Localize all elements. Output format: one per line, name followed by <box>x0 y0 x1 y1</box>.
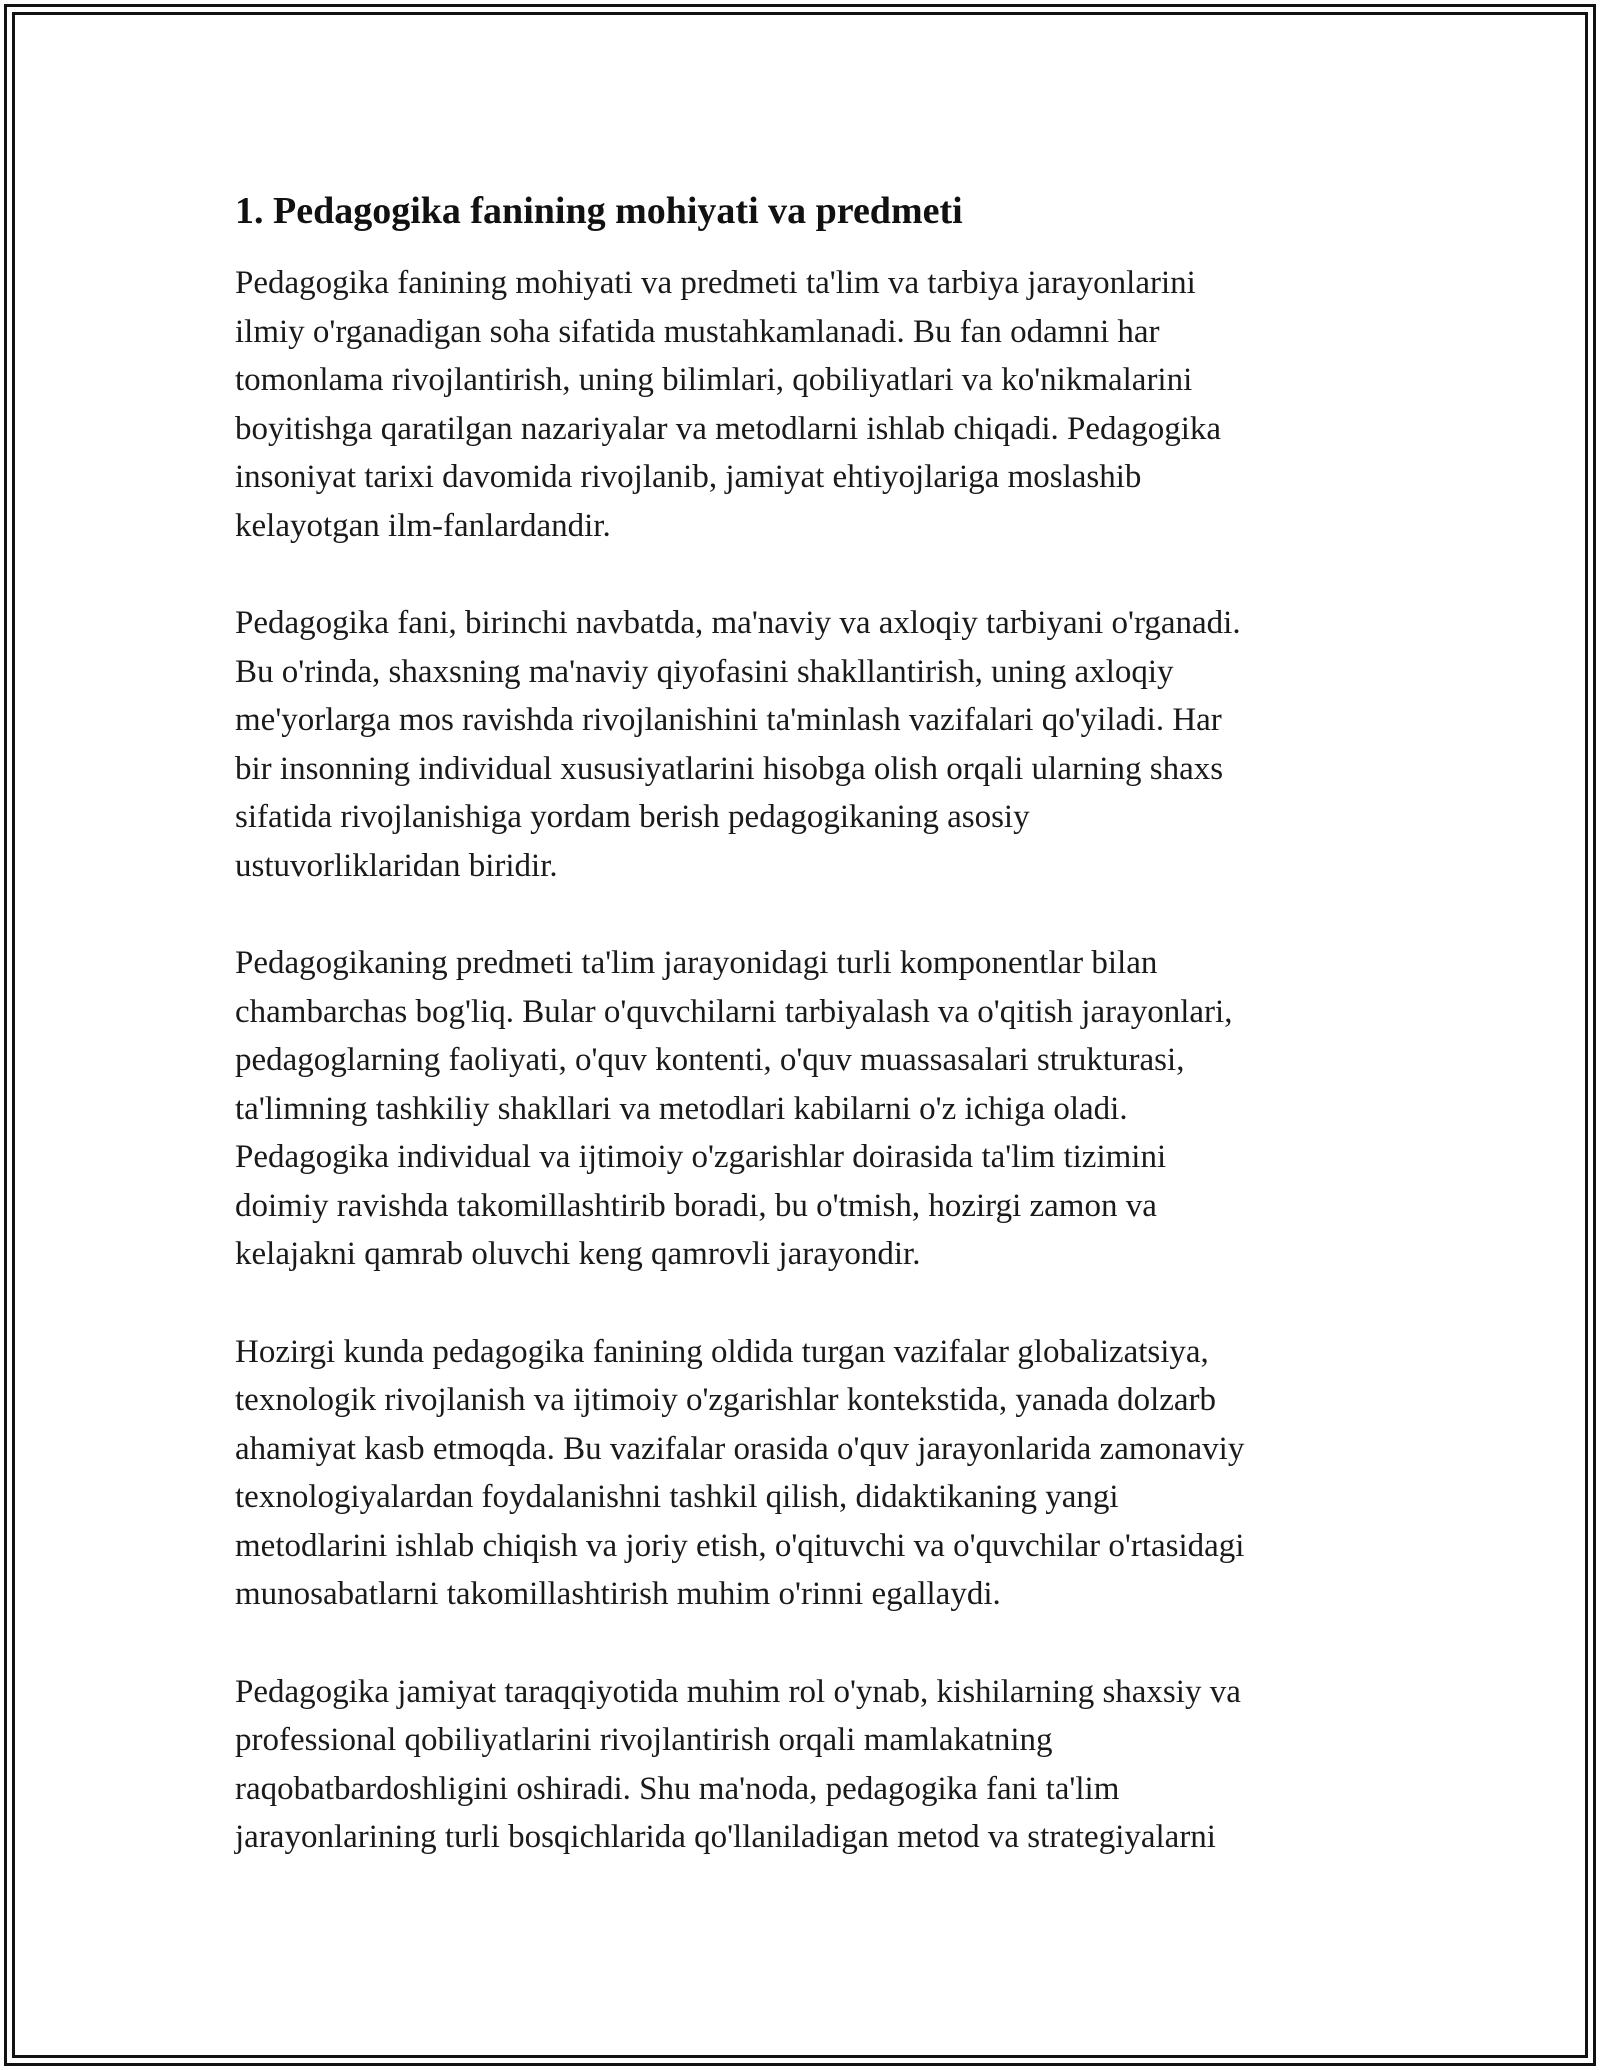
text-line: me'yorlarga mos ravishda rivojlanishini ta'minlash vazifalari qo'yiladi. Har <box>235 702 1222 738</box>
text-line: ta'limning tashkiliy shakllari va metodlari kabilarni o'z ichiga oladi. <box>235 1090 1128 1127</box>
text-line: Pedagogikaning predmeti ta'lim jarayonidagi turli komponentlar bilan <box>235 945 1158 981</box>
text-line: Hozirgi kunda pedagogika fanining oldida turgan vazifalar globalizatsiya, <box>235 1333 1209 1370</box>
paragraph-2 <box>235 599 1375 890</box>
text-line: insoniyat tarixi davomida rivojlanib, jamiyat ehtiyojlariga moslashib <box>235 459 1142 495</box>
text-line: Bu o'rinda, shaxsning ma'naviy qiyofasini shakllantirish, uning axloqiy <box>235 653 1174 690</box>
paragraph-3 <box>235 939 1375 1279</box>
text-line: jarayonlarining turli bosqichlarida qo'llaniladigan metod va strategiyalarni <box>235 1819 1216 1855</box>
paragraph-4 <box>235 1328 1375 1619</box>
section-heading: 1. Pedagogika fanining mohiyati va predmeti <box>235 190 963 232</box>
text-line: pedagoglarning faoliyati, o'quv kontenti, o'quv muassasalari strukturasi, <box>235 1042 1185 1078</box>
text-line: tomonlama rivojlantirish, uning bilimlari, qobiliyatlari va ko'nikmalarini <box>235 362 1193 398</box>
text-line: Pedagogika jamiyat taraqqiyotida muhim rol o'ynab, kishilarning shaxsiy va <box>235 1673 1241 1710</box>
text-line: texnologik rivojlanish va ijtimoiy o'zgarishlar kontekstida, yanada dolzarb <box>235 1382 1217 1418</box>
text-line: bir insonning individual xususiyatlarini hisobga olish orqali ularning shaxs <box>235 750 1224 787</box>
text-line: texnologiyalardan foydalanishni tashkil qilish, didaktikaning yangi <box>235 1479 1119 1515</box>
text-line: ahamiyat kasb etmoqda. Bu vazifalar orasida o'quv jarayonlarida zamonaviy <box>235 1430 1245 1467</box>
text-line: ilmiy o'rganadigan soha sifatida mustahkamlanadi. Bu fan odamni har <box>235 313 1160 350</box>
text-line: kelajakni qamrab oluvchi keng qamrovli jarayondir. <box>235 1236 921 1272</box>
text-line: kelayotgan ilm-fanlardandir. <box>235 507 611 544</box>
document-body <box>235 185 1375 1911</box>
text-line: Pedagogika fanining mohiyati va predmeti ta'lim va tarbiya jarayonlarini <box>235 265 1196 301</box>
text-line: metodlarini ishlab chiqish va joriy etish, o'qituvchi va o'quvchilar o'rtasidagi <box>235 1527 1245 1564</box>
text-line: professional qobiliyatlarini rivojlantirish orqali mamlakatning <box>235 1722 1053 1758</box>
text-line: sifatida rivojlanishiga yordam berish pedagogikaning asosiy <box>235 799 1030 835</box>
text-line: ustuvorliklaridan biridir. <box>235 847 558 884</box>
text-line: munosabatlarni takomillashtirish muhim o'rinni egallaydi. <box>235 1576 1001 1612</box>
text-line: raqobatbardoshligini oshiradi. Shu ma'noda, pedagogika fani ta'lim <box>235 1770 1120 1807</box>
paragraph-1 <box>235 259 1375 550</box>
text-line: boyitishga qaratilgan nazariyalar va metodlarni ishlab chiqadi. Pedagogika <box>235 410 1222 447</box>
text-line: Pedagogika fani, birinchi navbatda, ma'naviy va axloqiy tarbiyani o'rganadi. <box>235 605 1241 641</box>
text-line: chambarchas bog'liq. Bular o'quvchilarni tarbiyalash va o'qitish jarayonlari, <box>235 993 1233 1030</box>
paragraph-5 <box>235 1668 1375 1862</box>
text-line: Pedagogika individual va ijtimoiy o'zgarishlar doirasida ta'lim tizimini <box>235 1139 1167 1175</box>
text-line: doimiy ravishda takomillashtirib boradi, bu o'tmish, hozirgi zamon va <box>235 1187 1157 1224</box>
